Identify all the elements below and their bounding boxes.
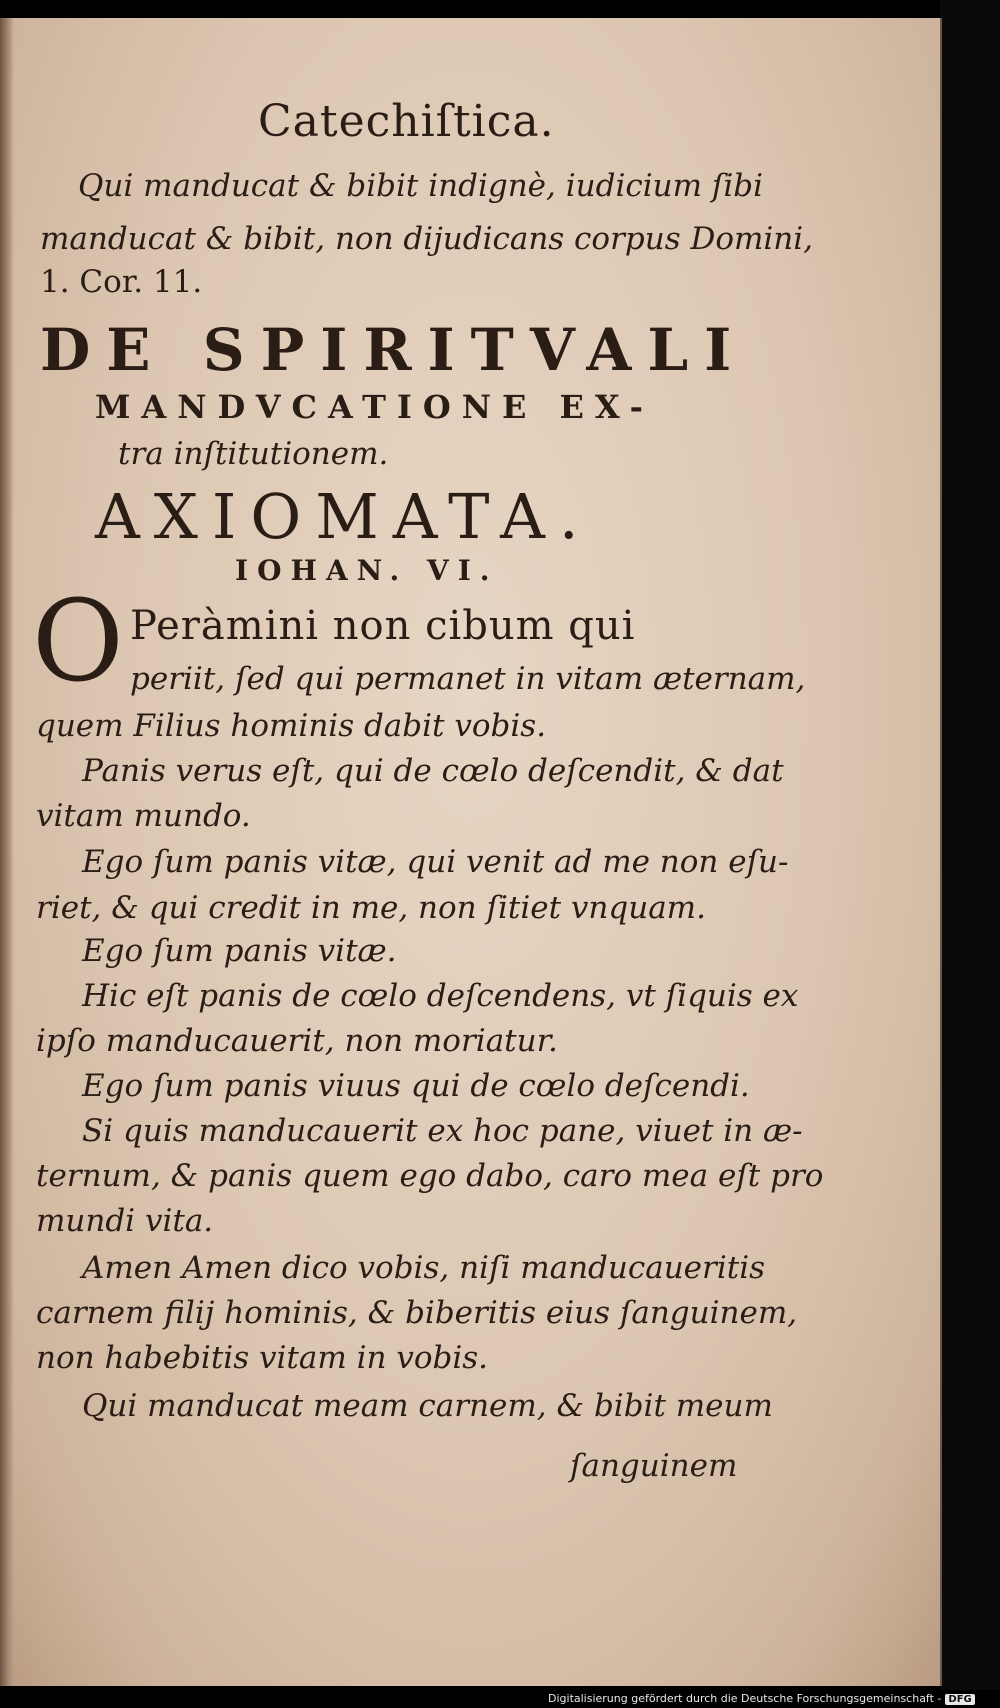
axioms-heading: AXIOMATA. (95, 480, 593, 553)
dfg-logo-icon: DFG (945, 1694, 974, 1705)
footer-credit (548, 1692, 975, 1705)
text-line: ternum, & panis quem ego dabo, caro mea eſt pro (36, 1158, 824, 1194)
text-line: quem Filius hominis dabit vobis. (36, 708, 547, 744)
text-line: carnem filij hominis, & biberitis eius ſanguinem, (36, 1295, 798, 1331)
text-line: periit, ſed qui permanet in vitam æternam, (130, 661, 806, 697)
text-line: mundi vita. (36, 1203, 214, 1239)
running-head: Catechiſtica. (258, 96, 555, 147)
text-line: riet, & qui credit in me, non ſitiet vnquam. (36, 890, 706, 926)
intro-line-1: Qui manducat & bibit indignè, iudicium ſibi (78, 168, 764, 204)
intro-line-3: 1. Cor. 11. (40, 264, 203, 300)
chapter-reference: IOHAN. VI. (235, 554, 499, 587)
catchword: ſanguinem (570, 1448, 738, 1484)
text-line: non habebitis vitam in vobis. (36, 1340, 489, 1376)
section-title-line-3: tra inſtitutionem. (118, 436, 389, 472)
text-line: Panis verus eſt, qui de cœlo deſcendit, & dat (82, 753, 784, 789)
text-line: Ego ſum panis vitæ, qui venit ad me non eſu- (82, 844, 789, 880)
first-line: Peràmini non cibum qui (130, 603, 636, 649)
text-line: Ego ſum panis vitæ. (82, 933, 397, 969)
text-line: vitam mundo. (36, 798, 251, 834)
book-spine (940, 0, 1000, 1690)
text-line: Amen Amen dico vobis, niſi manducaueritis (82, 1250, 766, 1286)
text-line: Si quis manducauerit ex hoc pane, viuet in æ- (82, 1113, 803, 1149)
drop-cap: O (32, 577, 124, 707)
book-page (0, 18, 942, 1686)
section-title-line-1: DE SPIRITVALI (40, 316, 748, 384)
section-title-line-2: MANDVCATIONE EX- (95, 388, 654, 426)
text-line: Ego ſum panis viuus qui de cœlo deſcendi. (82, 1068, 750, 1104)
intro-line-2: manducat & bibit, non dijudicans corpus Domini, (40, 221, 814, 257)
text-line: ipſo manducauerit, non moriatur. (36, 1023, 558, 1059)
text-line: Hic eſt panis de cœlo deſcendens, vt ſiquis ex (82, 978, 799, 1014)
footer-text: Digitalisierung gefördert durch die Deutsche Forschungsgemeinschaft - (548, 1692, 942, 1705)
text-line: Qui manducat meam carnem, & bibit meum (82, 1388, 773, 1424)
